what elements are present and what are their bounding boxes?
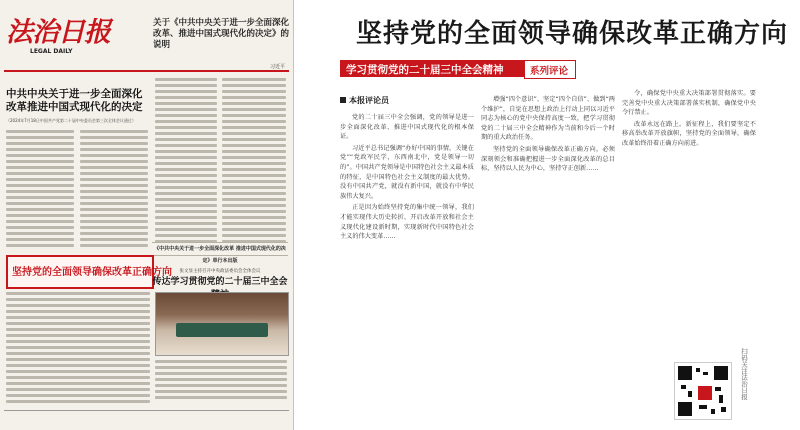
author-line [340,95,389,106]
paragraph: 令，确保党中央重大决策部署贯彻落实。要完善党中央重大决策部署落实机制，确保党中央令行禁止。 [622,90,756,117]
series-banner-label: 学习贯彻党的二十届三中全会精神 [346,64,504,76]
square-bullet-icon [340,97,346,103]
paragraph: 党的二十届三中全会强调，党的领导是进一步全面深化改革、推进中国式现代化的根本保证。 [340,114,474,141]
masthead [4,8,110,66]
article-column-3 [622,89,756,151]
front-text-column-1 [6,130,74,250]
author-name: 本报评论员 [349,96,389,105]
side-story-text [155,360,287,402]
front-headline: 中共中央关于进一步全面深化改革推进中国式现代化的决定 [6,88,143,113]
article-title: 坚持党的全面领导确保改革正确方向 [356,19,789,49]
footer-rule [4,410,289,412]
paragraph: 增强“四个意识”、坚定“四个自信”、做到“两个维护”，自觉在思想上政治上行动上同以习近平同志为核心的党中央保持高度一致，把学习贯彻党的二十届三中全会精神作为当前和今后一个时期的重大政治任务。 [481,96,615,142]
qr-caption: 扫码关注法治日报 [740,348,748,400]
article-column-2 [481,95,615,176]
qr-code[interactable] [674,362,732,420]
article-panel [294,0,800,430]
dateline-rule [4,70,289,73]
newspaper-front-page[interactable] [0,0,294,430]
boxed-story-headline: 坚持党的全面领导确保改革正确方向 [12,267,172,278]
series-banner [340,60,524,77]
front-small-headline: 《中共中央关于进一步全面深化改革 推进中国式现代化的决定》单行本出版 [152,242,288,256]
front-text-column-4 [222,78,286,246]
front-headline-sub: （2024年7月18日中国共产党第二十届中央委员会第三次全体会议通过） [6,118,136,123]
boxed-story-highlight[interactable] [6,255,172,289]
masthead-logo: 法治日报 [6,17,110,48]
paragraph: 习近平总书记强调“办好中国的事情，关键在党”“党政军民学，东西南北中，党是领导一切的”。中国共产党领导是中国特色社会主义最本质的特征，是中国特色社会主义制度的最大优势。没有中国共产党，就没有新中国，就没有中华民族伟大复兴。 [340,144,474,200]
article-column-1 [340,113,474,244]
paragraph: 正是因为始终坚持党的集中统一领导，我们才能实现伟大历史转折、开启改革开放和社会主义现代化建设新时期，实现新时代中国特色社会主义的伟大变革…… [340,204,474,241]
top-note [153,18,290,70]
series-tag-label: 系列评论 [530,66,569,77]
meeting-photo [155,292,289,356]
front-text-column-3 [155,78,217,246]
front-text-column-2 [80,130,148,250]
paragraph: 改革永远在路上。新征程上，我们要坚定不移高举改革开放旗帜，坚持党的全面领导，确保改革始终沿着正确方向前进。 [622,120,756,147]
paragraph: 坚持党的全面领导确保改革正确方向，必须深刻领会和准确把握进一步全面深化改革的总目标，坚持以人民为中心，坚持守正创新…… [481,145,615,173]
masthead-english: LEGAL DAILY [30,48,73,55]
meeting-table-shape [176,323,268,337]
side-story-headline: 传达学习贯彻党的二十届三中全会 [152,277,288,287]
boxed-story-text [6,292,150,406]
top-note-byline: 习近平 [269,64,285,70]
side-story-kicker: 张文显主持召开中央政法委员会全体会议 [179,269,261,274]
qr-logo-icon [696,384,714,402]
top-note-title: 关于《中共中央关于进一步全面深化改革、推进中国式现代化的决定》的说明 [153,18,290,50]
series-tag [524,60,576,79]
